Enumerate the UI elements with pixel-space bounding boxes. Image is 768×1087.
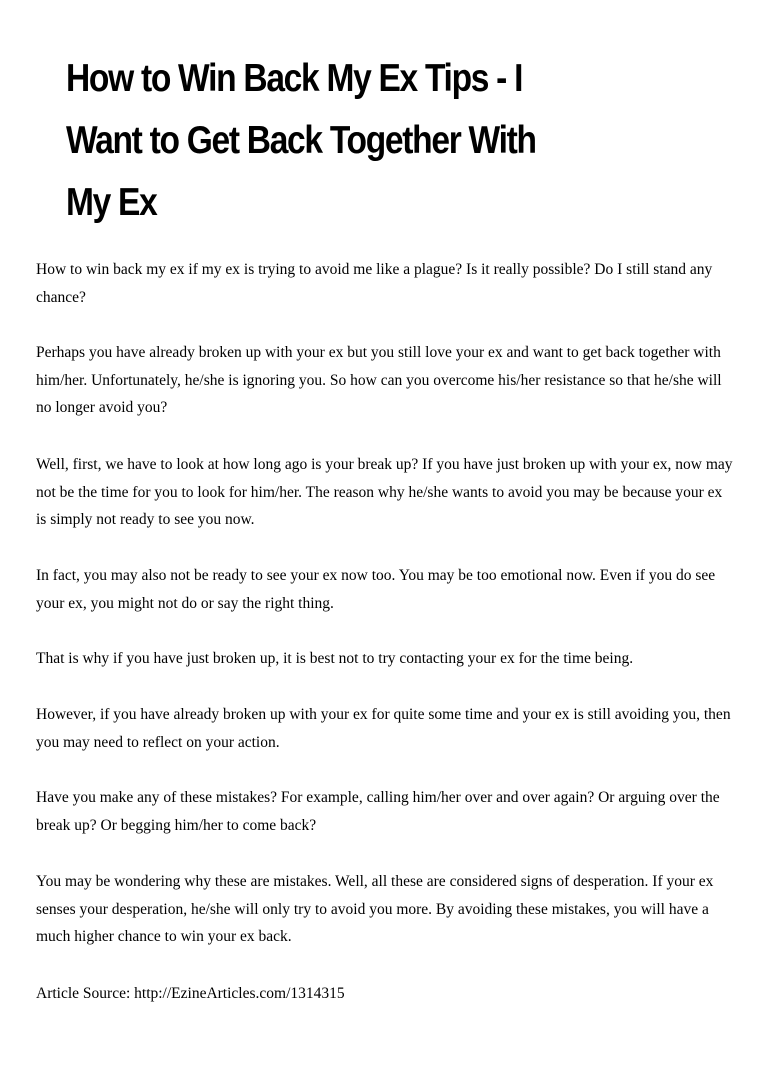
paragraph-intro: How to win back my ex if my ex is trying to avoid me like a plague? Is it really possible? Do I still stand any chance? (36, 261, 713, 306)
paragraph-8: You may be wondering why these are mistakes. Well, all these are considered signs of desperation. If your ex senses your desperation, he/she will only try to avoid you more. By avoiding these mistakes, you will have a much higher chance to win your ex back. (36, 873, 714, 945)
paragraph-3: Well, first, we have to look at how long ago is your break up? If you have just broken up with your ex, now may not be the time for you to look for him/her. The reason why he/she wants to avoid you may be because your ex is simply not ready to see you now. (36, 456, 733, 528)
article-source: Article Source: http://EzineArticles.com/1314315 (36, 985, 345, 1002)
paragraph-6: However, if you have already broken up with your ex for quite some time and your ex is still avoiding you, then you may need to reflect on your action. (36, 706, 731, 751)
paragraph-7: Have you make any of these mistakes? For example, calling him/her over and over again? Or arguing over the break up? Or begging him/her to come back? (36, 789, 720, 834)
paragraph-2: Perhaps you have already broken up with your ex but you still love your ex and want to get back together with him/her. Unfortunately, he/she is ignoring you. So how can you overcome his/her resistance so that he/she will no longer avoid you? (36, 344, 722, 416)
paragraph-5: That is why if you have just broken up, it is best not to try contacting your ex for the time being. (36, 650, 634, 667)
paragraph-4: In fact, you may also not be ready to see your ex now too. You may be too emotional now. Even if you do see your ex, you might not do or say the right thing. (36, 567, 716, 612)
page-title: How to Win Back My Ex Tips - I Want to Get Back Together With My Ex (66, 57, 536, 224)
